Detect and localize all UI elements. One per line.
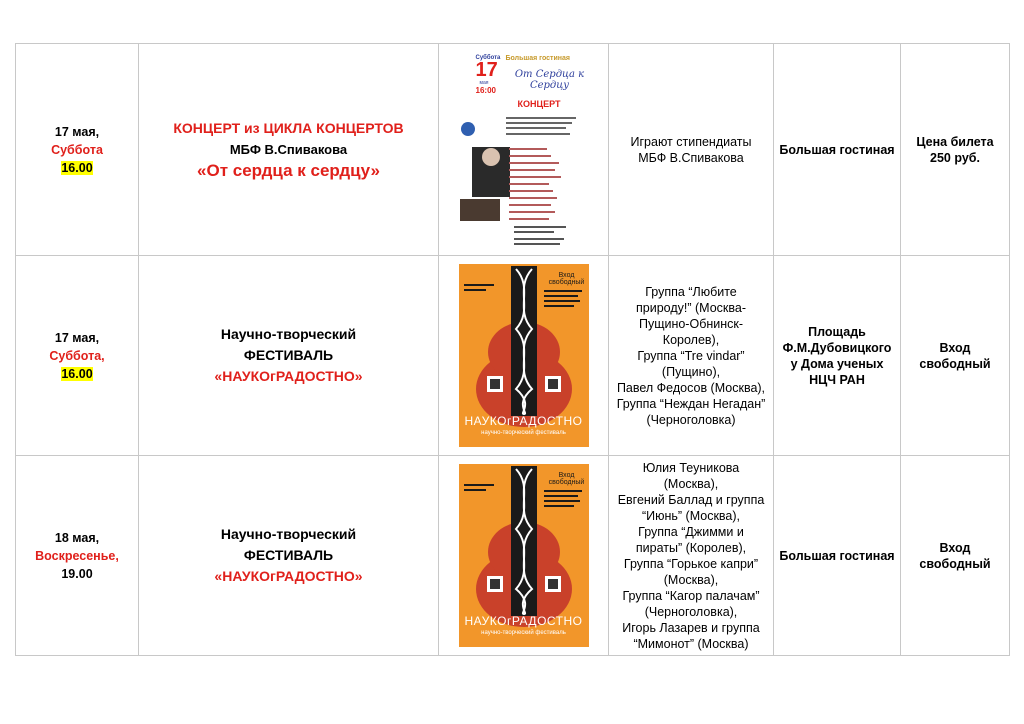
performer-line: Играют стипендиаты [630,134,752,149]
poster-subtitle: научно-творческий фестиваль [481,430,566,436]
schedule-table [15,43,1010,656]
price-label: Вход свободный [919,340,991,371]
performer-line: (Москва), [663,476,719,491]
day-text: Суббота [51,142,103,157]
performer-line: МБФ В.Спивакова [638,150,744,165]
table-row [16,256,1010,456]
event-title-line1: Научно-творческий [220,526,357,542]
place-cell [774,256,901,456]
festival-poster-image [459,464,589,647]
festival-poster-image [459,264,589,447]
poster-cell [439,256,609,456]
event-title-line3: «НАУКОгРАДОСТНО» [214,368,363,384]
poster-venue: Большая гостиная [505,54,570,62]
place-text: Большая гостиная [779,548,895,563]
poster-day: Суббота [475,54,501,61]
time-text: 16.00 [61,160,93,175]
performer-line: Группа “Tre vindar” [637,348,745,363]
performer-line: Павел Федосов (Москва), [616,380,766,395]
performer-line: Группа “Неждан Негадан” [616,396,766,411]
poster-date-number: 17 [475,58,498,81]
performer-line: Группа “Кагор палачам” [622,588,760,603]
place-text: Большая гостиная [779,142,895,157]
table-row [16,456,1010,656]
performer-line: Пущино-Обнинск- [638,316,744,331]
performer-line: Юлия Теуникова [642,460,740,475]
event-title-line1: КОНЦЕРТ из ЦИКЛА КОНЦЕРТОВ [173,120,404,136]
date-text: 17 мая, [54,330,100,345]
performer-line: “Июнь” (Москва), [641,508,741,523]
date-text: 18 мая, [54,530,100,545]
performer-line: (Черноголовка), [644,604,738,619]
time-text: 19.00 [61,566,93,581]
poster-tag: Вход свободный [548,272,585,286]
day-text: Воскресенье, [35,548,119,563]
date-cell [16,256,139,456]
performers-text [613,460,769,652]
price-value: 250 руб. [930,150,980,165]
date-cell [16,456,139,656]
event-cell [139,256,439,456]
date-text: 17 мая, [54,124,100,139]
performers-cell [609,256,774,456]
event-cell [139,44,439,256]
poster-cell [439,456,609,656]
performer-line: “Мимонот” (Москва) [633,636,749,651]
price-label: Цена билета [916,134,994,149]
performer-line: (Москва), [663,572,719,587]
poster-kind: КОНЦЕРТ [517,98,561,109]
poster-tag: Вход свободный [548,472,585,486]
event-title-line2: ФЕСТИВАЛЬ [243,547,334,563]
poster-subtitle: научно-творческий фестиваль [481,630,566,636]
performer-line: Игорь Лазарев и группа [622,620,760,635]
place-text: Ф.М.Дубовицкого [782,340,892,355]
place-cell [774,44,901,256]
place-text: НЦЧ РАН [809,372,865,387]
performers-text [613,284,769,428]
poster-title: НАУКОгРАДОСТНО [464,414,583,428]
price-label: Вход свободный [919,540,991,571]
price-cell [901,44,1010,256]
event-title-line3: «От сердца к сердцу» [197,161,380,180]
poster-script-title: От Сердца к Сердцу [514,68,585,91]
poster-cell [439,44,609,256]
performer-line: Группа “Горькое капри” [623,556,759,571]
poster-title: НАУКОгРАДОСТНО [464,614,583,628]
place-cell [774,456,901,656]
poster-month: мая [479,79,489,86]
performer-line: Группа “Любите [645,284,737,299]
event-title-line2: МБФ В.Спивакова [229,142,348,157]
concert-poster-image [454,47,594,253]
performer-line: (Пущино), [661,364,721,379]
performer-line: (Черноголовка) [646,412,736,427]
performer-line: Группа “Джимми и [638,524,744,539]
price-cell [901,456,1010,656]
place-text: у Дома ученых [790,356,884,371]
performer-line: пираты” (Королев), [635,540,747,555]
event-title-line1: Научно-творческий [220,326,357,342]
event-title-line2: ФЕСТИВАЛЬ [243,347,334,363]
date-cell [16,44,139,256]
performers-cell [609,456,774,656]
place-text: Площадь [808,324,866,339]
performer-line: природу!” (Москва- [636,300,746,315]
event-title-line3: «НАУКОгРАДОСТНО» [214,568,363,584]
price-cell [901,256,1010,456]
performers-cell [609,44,774,256]
poster-time: 16:00 [475,85,496,95]
day-text: Суббота, [49,348,105,363]
performers-text [613,134,769,166]
performer-line: Королев), [662,332,720,347]
table-row [16,44,1010,256]
event-cell [139,456,439,656]
time-text: 16.00 [61,366,93,381]
performer-line: Евгений Баллад и группа [617,492,765,507]
